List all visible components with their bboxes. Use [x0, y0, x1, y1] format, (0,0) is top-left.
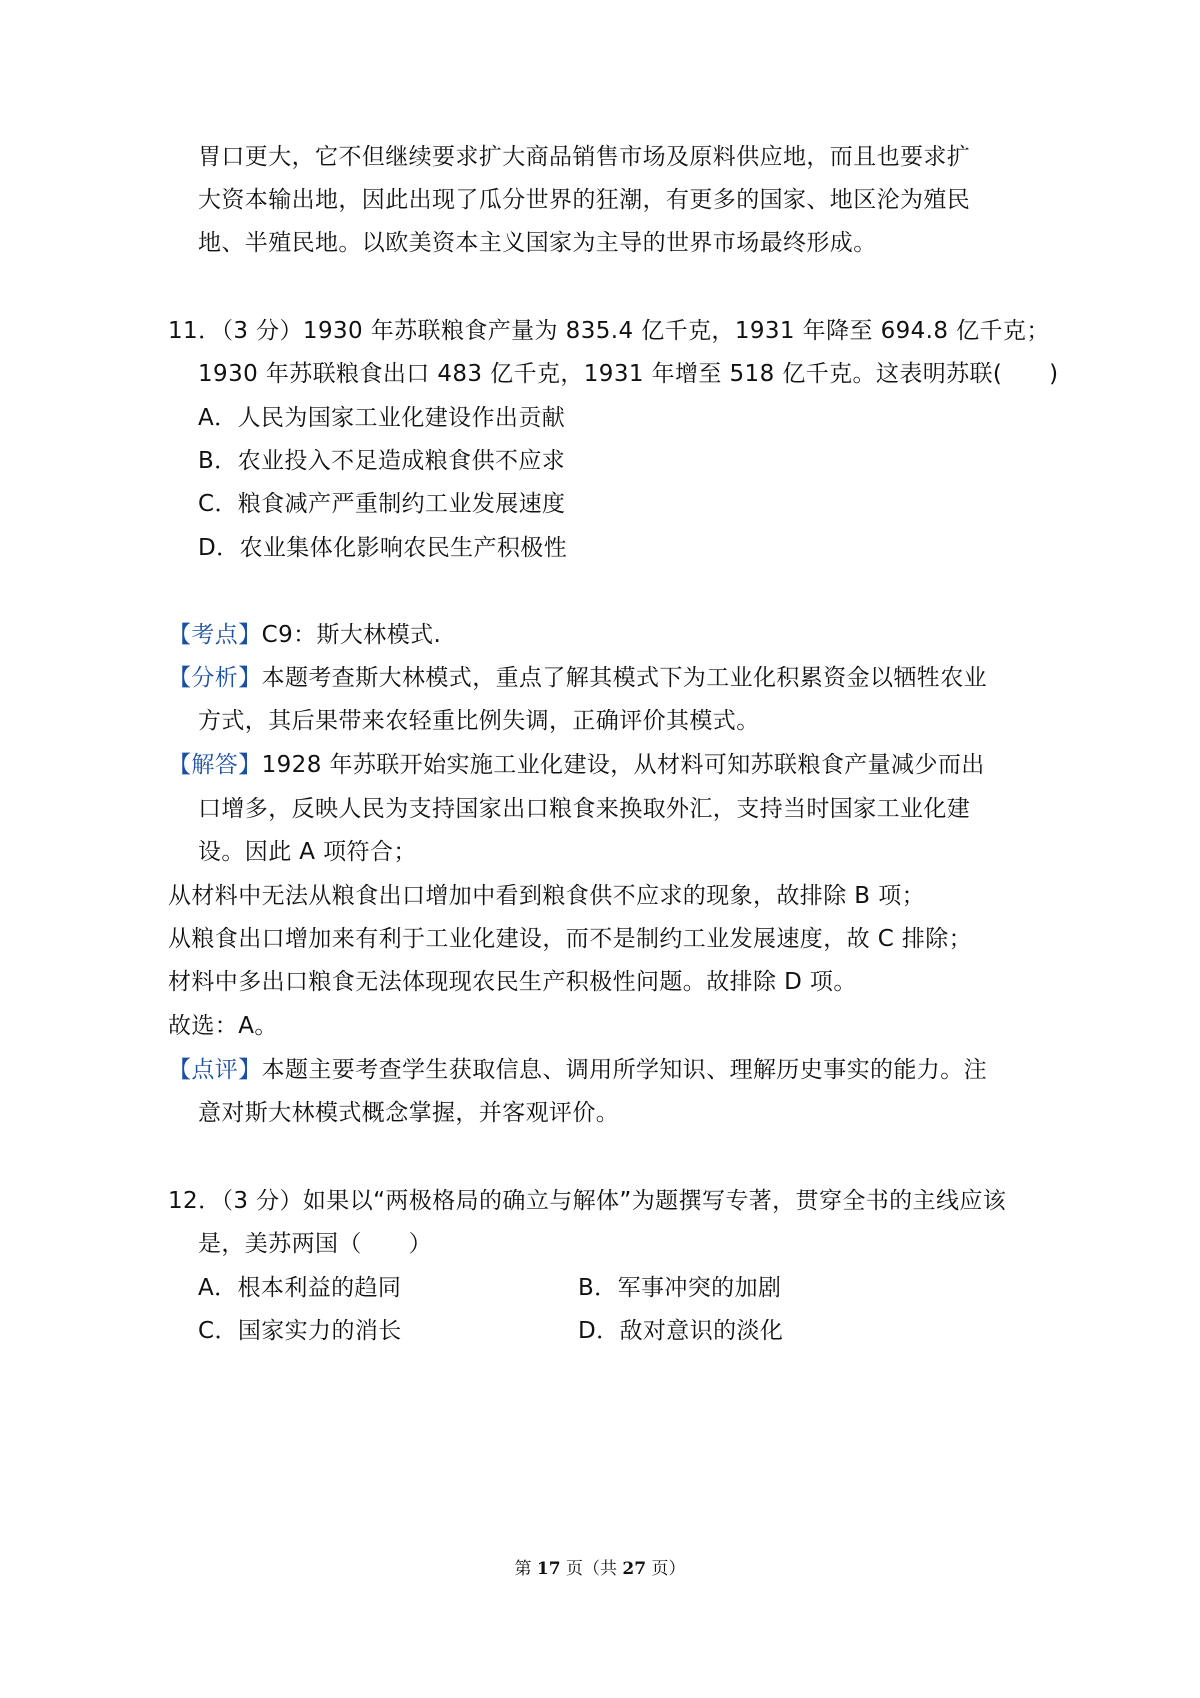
kaodian-tag: 【考点】	[168, 622, 262, 648]
q11-option-b: B．农业投入不足造成粮食供不应求	[198, 448, 566, 474]
fenxi-line-1	[168, 663, 987, 693]
footer-middle: 页（共	[566, 1559, 617, 1579]
dianping-line-1	[168, 1055, 987, 1085]
jieda-extra-line-2: 从粮食出口增加来有利于工业化建设，而不是制约工业发展速度，故 C 排除；	[168, 926, 973, 952]
kaodian-text: C9：斯大林模式.	[261, 622, 442, 648]
q11-stem-line-1: 11．（3 分）1930 年苏联粮食产量为 835.4 亿千克，1931 年降至 694.8 亿千克；	[168, 318, 1050, 344]
jieda-extra-line-4: 故选：A。	[168, 1013, 278, 1039]
jieda-tag: 【解答】	[168, 752, 262, 778]
q12-option-d: D．敌对意识的淡化	[578, 1318, 784, 1344]
fenxi-text-1: 本题考查斯大林模式，重点了解其模式下为工业化积累资金以牺牲农业	[261, 665, 988, 691]
q12-option-c: C．国家实力的消长	[198, 1318, 402, 1344]
kaodian-line	[168, 620, 441, 650]
jieda-line-3: 设。因此 A 项符合；	[198, 839, 417, 865]
jieda-line-2: 口增多，反映人民为支持国家出口粮食来换取外汇，支持当时国家工业化建	[198, 796, 971, 822]
footer-suffix: 页）	[651, 1559, 686, 1579]
q11-option-a: A．人民为国家工业化建设作出贡献	[198, 405, 566, 431]
q12-stem-line-1: 12．（3 分）如果以“两极格局的确立与解体”为题撰写专著，贯穿全书的主线应该	[168, 1188, 1007, 1214]
q11-option-d: D．农业集体化影响农民生产积极性	[198, 535, 568, 561]
q12-option-b: B．军事冲突的加剧	[578, 1275, 782, 1301]
intro-line-2: 大资本输出地，因此出现了瓜分世界的狂潮，有更多的国家、地区沦为殖民	[198, 187, 971, 213]
intro-line-3: 地、半殖民地。以欧美资本主义国家为主导的世界市场最终形成。	[198, 230, 877, 256]
q12-option-a: A．根本利益的趋同	[198, 1275, 402, 1301]
jieda-extra-line-1: 从材料中无法从粮食出口增加中看到粮食供不应求的现象，故排除 B 项；	[168, 883, 926, 909]
jieda-line-1	[168, 750, 985, 780]
jieda-extra-line-3: 材料中多出口粮食无法体现现农民生产积极性问题。故排除 D 项。	[168, 969, 857, 995]
intro-line-1: 胃口更大，它不但继续要求扩大商品销售市场及原料供应地，而且也要求扩	[198, 144, 971, 170]
footer-prefix: 第	[514, 1559, 532, 1579]
footer-total-pages: 27	[622, 1559, 647, 1579]
dianping-line-2: 意对斯大林模式概念掌握，并客观评价。	[198, 1100, 620, 1126]
q11-option-c: C．粮食减产严重制约工业发展速度	[198, 491, 566, 517]
footer-page-number: 17	[536, 1559, 561, 1579]
q11-stem-line-2: 1930 年苏联粮食出口 483 亿千克，1931 年增至 518 亿千克。这表明苏联( )	[198, 361, 1059, 387]
dianping-tag: 【点评】	[168, 1057, 262, 1083]
page-footer	[0, 1558, 1200, 1580]
fenxi-line-2: 方式，其后果带来农轻重比例失调，正确评价其模式。	[198, 708, 760, 734]
q12-stem-line-2: 是，美苏两国（ ）	[198, 1231, 432, 1257]
dianping-text-1: 本题主要考查学生获取信息、调用所学知识、理解历史事实的能力。注	[261, 1057, 988, 1083]
fenxi-tag: 【分析】	[168, 665, 262, 691]
jieda-text-1: 1928 年苏联开始实施工业化建设，从材料可知苏联粮食产量减少而出	[261, 752, 985, 778]
